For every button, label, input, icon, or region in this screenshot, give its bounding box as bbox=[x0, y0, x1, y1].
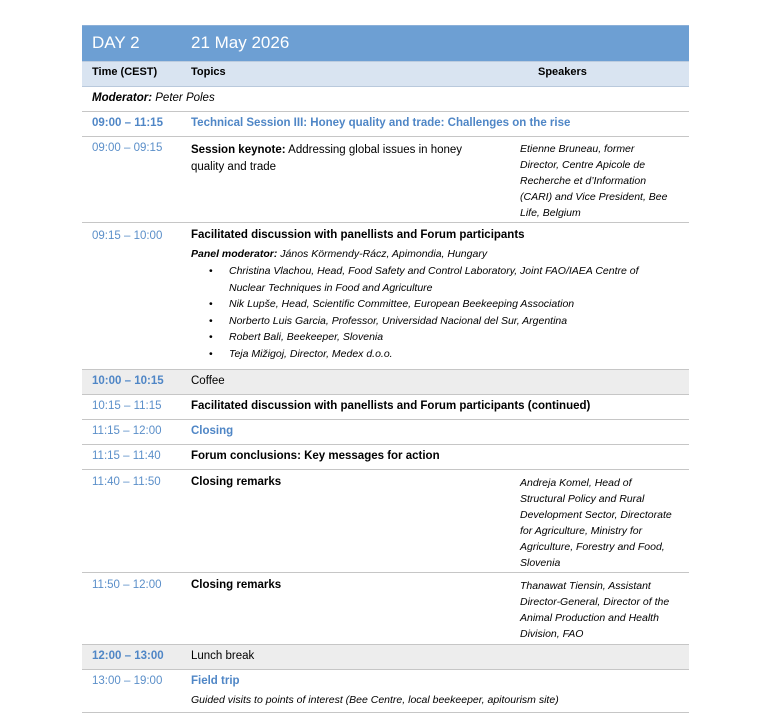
closing-session-row bbox=[82, 420, 689, 445]
conclusions-title: Forum conclusions: Key messages for action bbox=[191, 450, 440, 462]
remarks1-title: Closing remarks bbox=[191, 476, 282, 488]
column-header bbox=[82, 61, 689, 87]
keynote-row bbox=[82, 137, 689, 223]
discussion2-title: Facilitated discussion with panellists and Forum participants (continued) bbox=[191, 400, 591, 412]
col-time: Time (CEST) bbox=[92, 66, 158, 78]
closing-title: Closing bbox=[191, 425, 234, 437]
fieldtrip-time: 13:00 – 19:00 bbox=[92, 675, 163, 687]
discussion-time: 09:15 – 10:00 bbox=[92, 230, 163, 242]
discussion-title: Facilitated discussion with panellists and Forum participants bbox=[191, 229, 525, 241]
day-label: DAY 2 bbox=[92, 33, 140, 52]
day-header bbox=[82, 25, 689, 61]
coffee-row bbox=[82, 370, 689, 395]
coffee-title: Coffee bbox=[191, 375, 225, 387]
lunch-row bbox=[82, 645, 689, 670]
remarks1-speaker: Andreja Komel, Head of Structural Policy and Rural Development Sector, Directorate for Agriculture, Ministry for Agriculture, Forestry and Food, Slovenia bbox=[520, 477, 672, 569]
panellist-item: • Nik Lupše, Head, Scientific Committee, European Beekeeping Association bbox=[209, 296, 674, 313]
conclusions-time: 11:15 – 11:40 bbox=[92, 450, 161, 462]
keynote-label: Session keynote: bbox=[191, 144, 286, 156]
session-row bbox=[82, 112, 689, 137]
remarks2-speaker: Thanawat Tiensin, Assistant Director-General, Director of the Animal Production and Health Division, FAO bbox=[520, 580, 670, 640]
lunch-title: Lunch break bbox=[191, 650, 255, 662]
col-topics: Topics bbox=[191, 66, 226, 78]
panellist-item: • Robert Bali, Beekeeper, Slovenia bbox=[209, 329, 674, 346]
remarks1-time: 11:40 – 11:50 bbox=[92, 476, 161, 488]
panellist-item: • Teja Mižigoj, Director, Medex d.o.o. bbox=[209, 346, 674, 363]
conclusions-row bbox=[82, 445, 689, 470]
keynote-time: 09:00 – 09:15 bbox=[92, 142, 163, 154]
session-time: 09:00 – 11:15 bbox=[92, 117, 163, 129]
closing-remarks-row-2 bbox=[82, 573, 689, 645]
panellist-item: • Norberto Luis Garcia, Professor, Universidad Nacional del Sur, Argentina bbox=[209, 313, 674, 330]
remarks2-time: 11:50 – 12:00 bbox=[92, 579, 162, 591]
closing-time: 11:15 – 12:00 bbox=[92, 425, 162, 437]
moderator-row bbox=[82, 87, 689, 112]
keynote-topic bbox=[191, 142, 462, 176]
fieldtrip-desc: Guided visits to points of interest (Bee Centre, local beekeeper, apitourism site) bbox=[191, 694, 559, 706]
day-date: 21 May 2026 bbox=[191, 33, 290, 52]
panel-moderator: Panel moderator: János Körmendy-Rácz, Apimondia, Hungary bbox=[191, 248, 488, 260]
moderator-name: Peter Poles bbox=[152, 92, 215, 104]
day2-schedule-table bbox=[82, 25, 689, 713]
keynote-text: Addressing global issues in honey bbox=[285, 144, 463, 156]
discussion2-time: 10:15 – 11:15 bbox=[92, 400, 162, 412]
keynote-text-2: quality and trade bbox=[191, 161, 277, 173]
coffee-time: 10:00 – 10:15 bbox=[92, 375, 164, 387]
fieldtrip-title: Field trip bbox=[191, 675, 240, 687]
closing-remarks-row-1 bbox=[82, 470, 689, 573]
keynote-speaker: Etienne Bruneau, former Director, Centre Apicole de Recherche et d’Information (CARI) and Vice President, Bee Life, Belgium bbox=[520, 143, 668, 219]
lunch-time: 12:00 – 13:00 bbox=[92, 650, 164, 662]
moderator-label: Moderator: bbox=[92, 92, 153, 104]
session-title: Technical Session III: Honey quality and trade: Challenges on the rise bbox=[191, 117, 571, 129]
panellist-item: • Christina Vlachou, Head, Food Safety and Control Laboratory, Joint FAO/IAEA Centre of Nuclear Techniques in Food and Agriculture bbox=[209, 263, 674, 296]
panellist-list bbox=[209, 263, 674, 362]
field-trip-row bbox=[82, 670, 689, 713]
remarks2-title: Closing remarks bbox=[191, 579, 282, 591]
panel-discussion-row bbox=[82, 223, 689, 370]
discussion-continued-row bbox=[82, 395, 689, 420]
col-speakers: Speakers bbox=[538, 66, 587, 78]
